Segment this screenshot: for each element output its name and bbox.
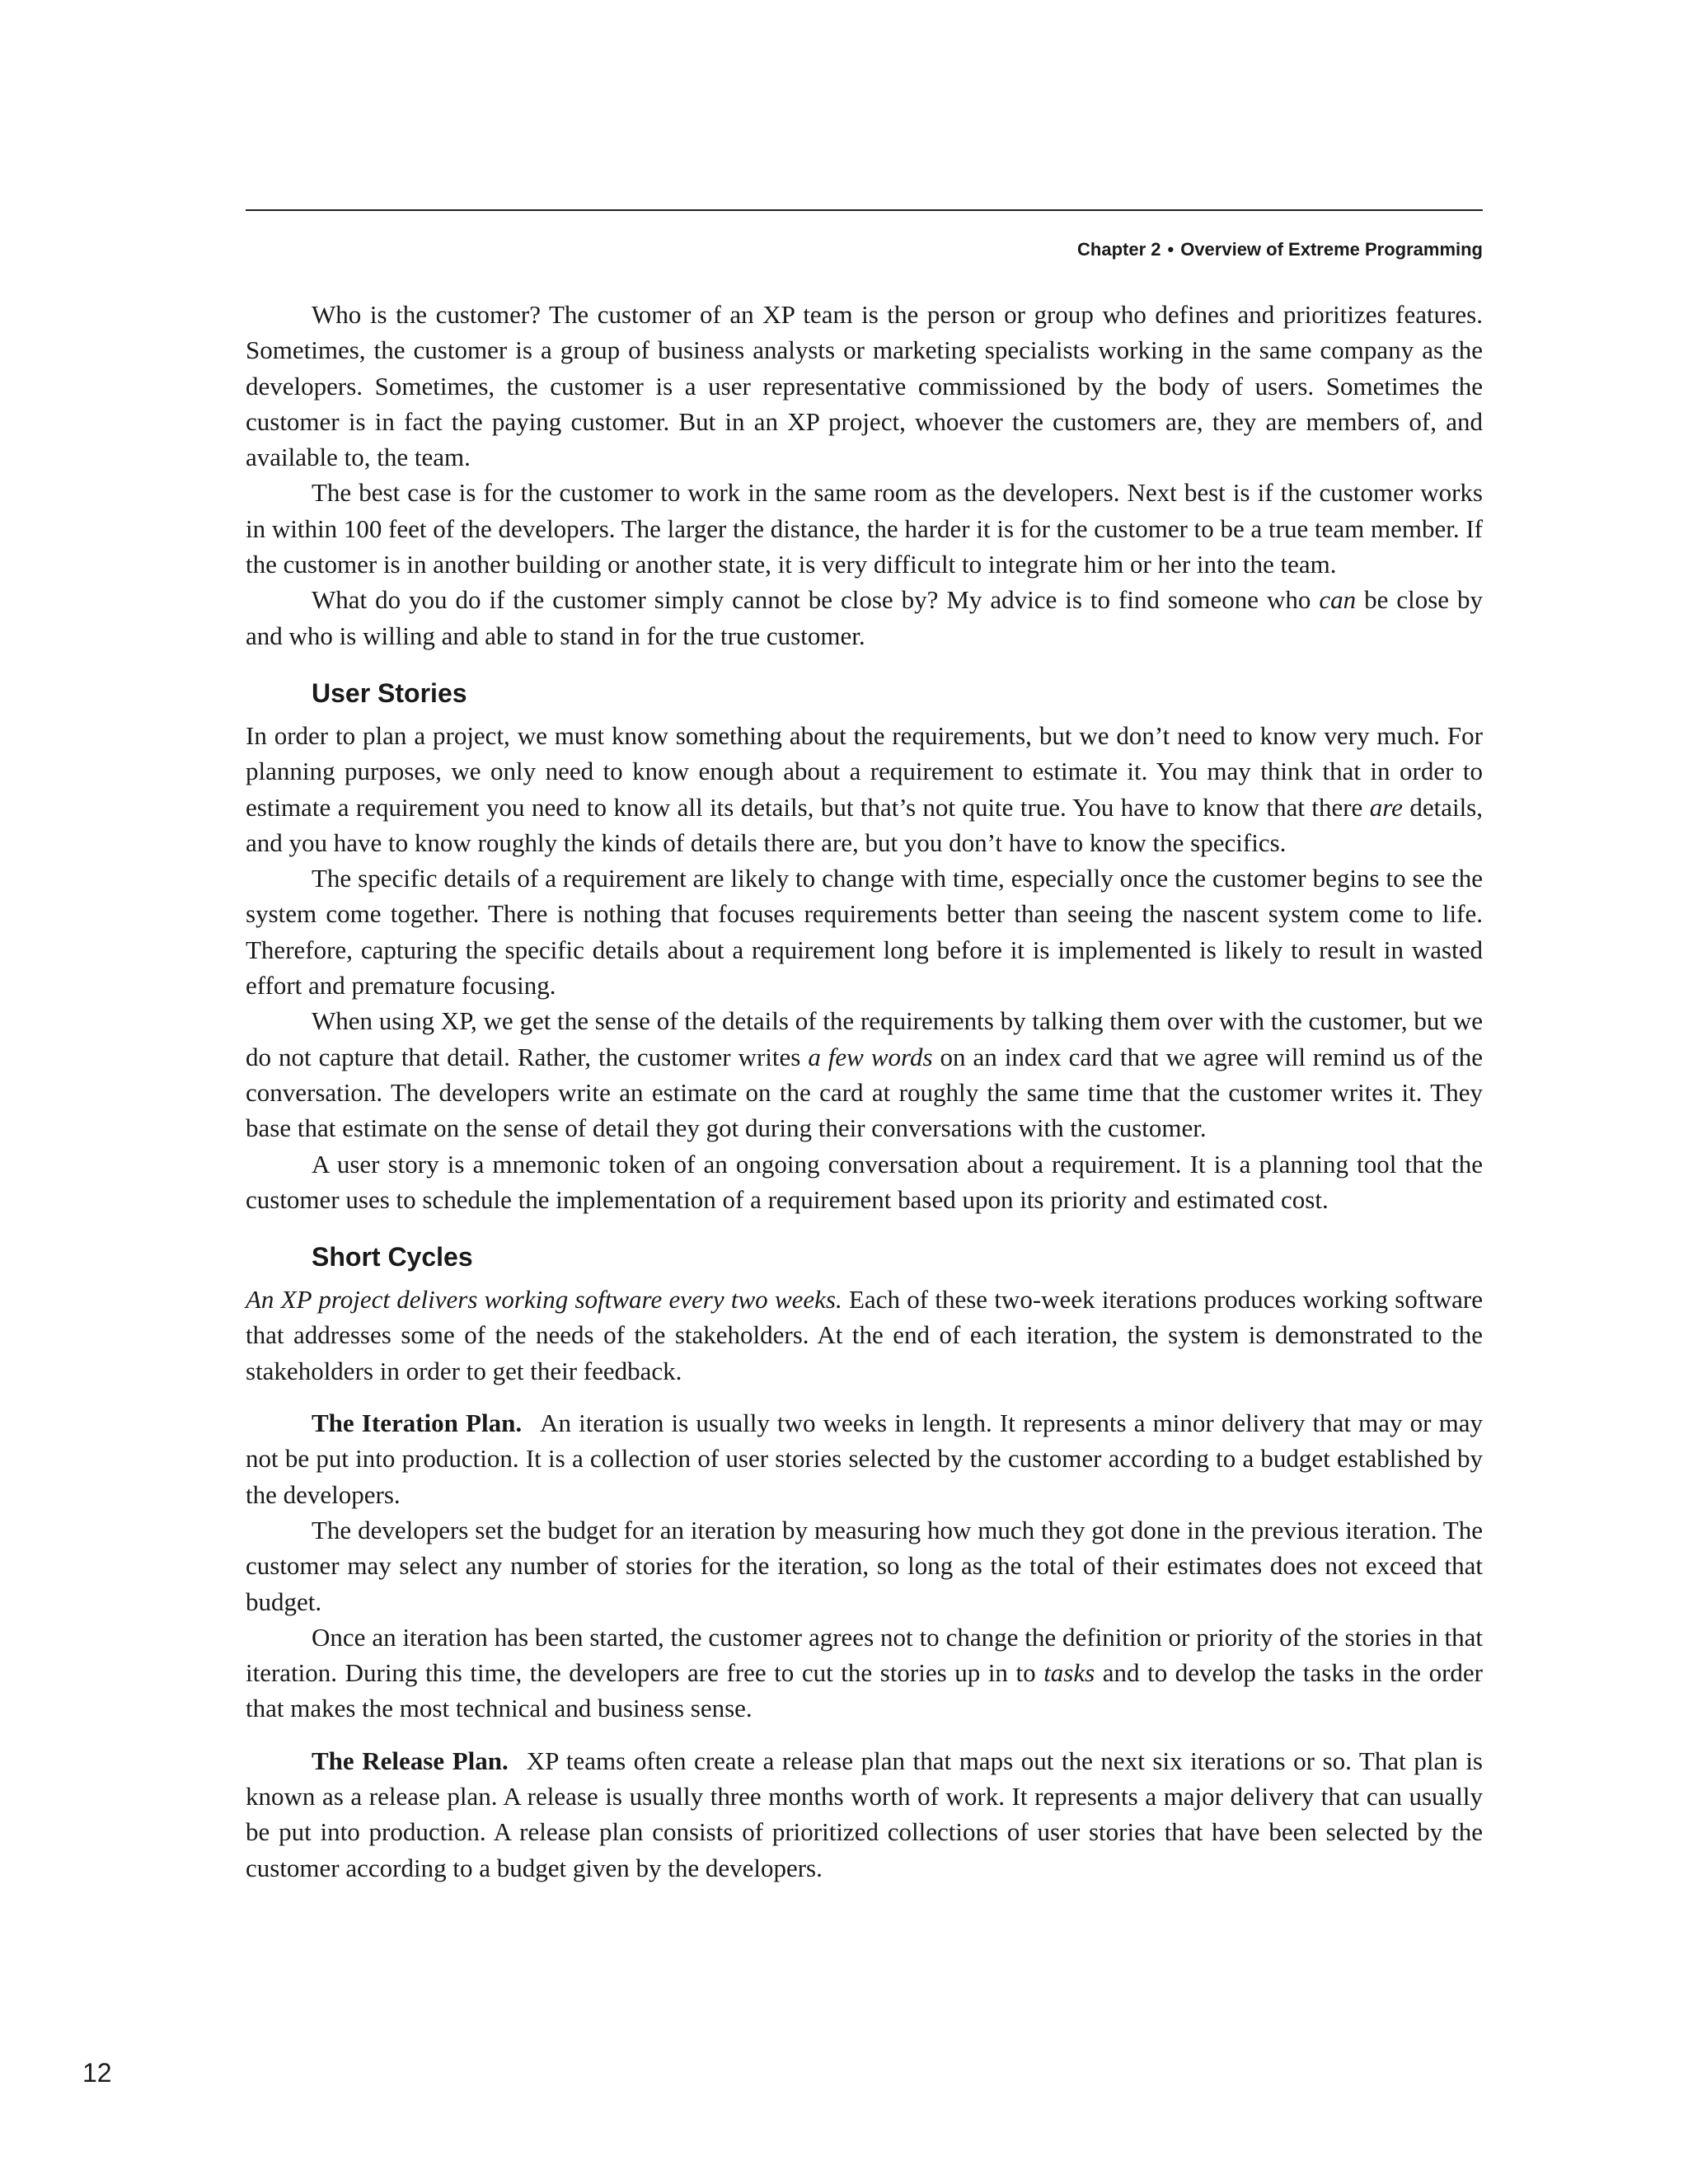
paragraph-best-case: The best case is for the customer to work in the same room as the developers. Next best is if the customer works in within 100 feet of the developers. The larger the distance, the harder it is for the customer to be a true team member. If the customer is in another building or another state, it is very difficult to integrate him or her into the team. (246, 478, 1483, 579)
paragraph-iteration-started: Once an iteration has been started, the customer agrees not to change the definition or priority of the stories in that iteration. During this time, the developers are free to cut the stories up in to tasks and to develop the tasks in the order that makes the most technical and business sense. (246, 1622, 1483, 1723)
paragraph-iteration-plan: The Iteration Plan. An iteration is usually two weeks in length. It represents a minor delivery that may or may not be put into production. It is a collection of user stories selected by the customer according to a budget established by the developers. (246, 1408, 1483, 1509)
paragraph-user-story-token: A user story is a mnemonic token of an ongoing conversation about a requirement. It is a planning tool that the customer uses to schedule the implementation of a requirement based upon its priority and estimated cost. (246, 1149, 1483, 1214)
paragraph-using-xp: When using XP, we get the sense of the details of the requirements by talking them over with the customer, but we do not capture that detail. Rather, the customer writes a few words on an index card that we agree will remind us of the conversation. The developers write an estimate on the card at roughly the same time that the customer writes it. They base that estimate on the sense of detail they got during their conversations with the customer. (246, 1006, 1483, 1143)
header-bullet: • (1167, 239, 1175, 260)
paragraph-plan-project: In order to plan a project, we must know something about the requirements, but we don’t need to know very much. For planning purposes, we only need to know enough about a requirement to estimate it. You may think that in order to estimate a requirement you need to know all its details, but that’s not quite true. You have to know that there are details, and you have to know roughly the kinds of details there are, but you don’t have to know the specifics. (246, 720, 1483, 857)
chapter-title: Overview of Extreme Programming (1180, 239, 1483, 260)
page-body (246, 297, 1483, 1886)
running-header (1077, 239, 1483, 260)
paragraph-customer-not-close: What do you do if the customer simply cannot be close by? My advice is to find someone who can be close by and who is willing and able to stand in for the true customer. (246, 585, 1483, 650)
paragraph-xp-delivers: An XP project delivers working software every two weeks. Each of these two-week iterations produces working software that addresses some of the needs of the stakeholders. At the end of each iteration, the system is demonstrated to the stakeholders in order to get their feedback. (246, 1285, 1483, 1385)
section-heading-short-cycles: Short Cycles (312, 1242, 473, 1272)
paragraph-developers-budget: The developers set the budget for an iteration by measuring how much they got done in the previous iteration. The customer may select any number of stories for the iteration, so long as the total of their estimates does not exceed that budget. (246, 1515, 1483, 1616)
paragraph-specific-details: The specific details of a requirement are likely to change with time, especially once the customer begins to see the system come together. There is nothing that focuses requirements better than seeing the nascent system come to life. Therefore, capturing the specific details about a requirement long before it is implemented is likely to result in wasted effort and premature focusing. (246, 864, 1483, 1001)
run-in-heading-release-plan: The Release Plan. (312, 1746, 509, 1775)
paragraph-who-is-customer: Who is the customer? The customer of an XP team is the person or group who defines and prioritizes features. Sometimes, the customer is a group of business analysts or marketing specialists working in the same company as the developers. Sometimes, the customer is a user representative commissioned by the body of users. Sometimes the customer is in fact the paying customer. But in an XP project, whoever the customers are, they are members of, and available to, the team. (246, 300, 1483, 472)
run-in-heading-iteration-plan: The Iteration Plan. (312, 1408, 523, 1438)
header-rule (246, 209, 1483, 211)
section-heading-user-stories: User Stories (312, 677, 467, 708)
chapter-label: Chapter 2 (1077, 239, 1161, 260)
page-number: 12 (82, 2058, 112, 2088)
paragraph-release-plan: The Release Plan. XP teams often create a release plan that maps out the next six iterations or so. That plan is known as a release plan. A release is usually three months worth of work. It represents a major delivery that can usually be put into production. A release plan consists of prioritized collections of user stories that have been selected by the customer according to a budget given by the developers. (246, 1746, 1483, 1882)
